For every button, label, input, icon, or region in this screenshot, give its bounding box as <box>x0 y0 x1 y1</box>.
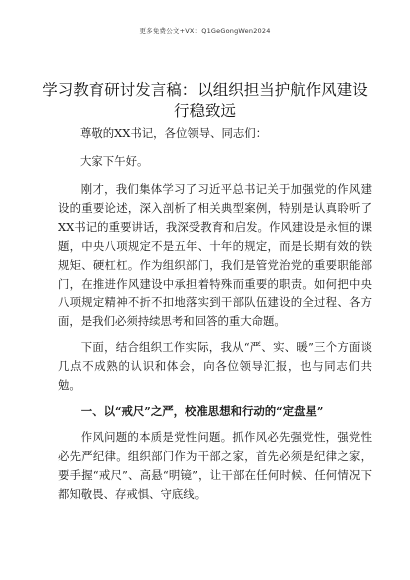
body-paragraph-2: 下面，结合组织工作实际，我从“严、实、暖”三个方面谈几点不成熟的认识和体会，向各位领导汇报，也与同志们共勉。 <box>58 340 372 392</box>
body-paragraph-1: 刚才，我们集体学习了习近平总书记关于加强党的作风建设的重要论述，深入剖析了相关典型案例，特别是认真聆听了XX书记的重要讲话，我深受教育和启发。作风建设是永恒的课题，中央八项规定不是五年、十年的规定，而是长期有效的铁规矩、硬杠杠。作为组织部门，我们是管党治党的重要职能部门，在推进作风建设中承担着特殊而重要的职责。如何把中央八项规定精神不折不扣地落实到干部队伍建设的全过程、各方面，是我们必须持续思考和回答的重大命题。 <box>58 182 372 329</box>
section-1-paragraph: 作风问题的本质是党性问题。抓作风必先强党性，强党性必先严纪律。组织部门作为干部之家，首先必须是纪律之家，要手握“戒尺”、高悬“明镜”，让干部在任何时候、任何情况下都知敬畏、存戒惧、守底线。 <box>58 430 372 501</box>
section-heading-1: 一、以“戒尺”之严，校准思想和行动的“定盘星” <box>80 404 324 418</box>
salutation: 尊敬的XX书记，各位领导、同志们： <box>80 126 268 140</box>
header-watermark: 更多免费公文+VX：Q1GeGongWen2024 <box>139 27 271 35</box>
greeting: 大家下午好。 <box>80 154 149 168</box>
document-title: 学习教育研讨发言稿：以组织担当护航作风建设行稳致远 <box>42 81 368 120</box>
